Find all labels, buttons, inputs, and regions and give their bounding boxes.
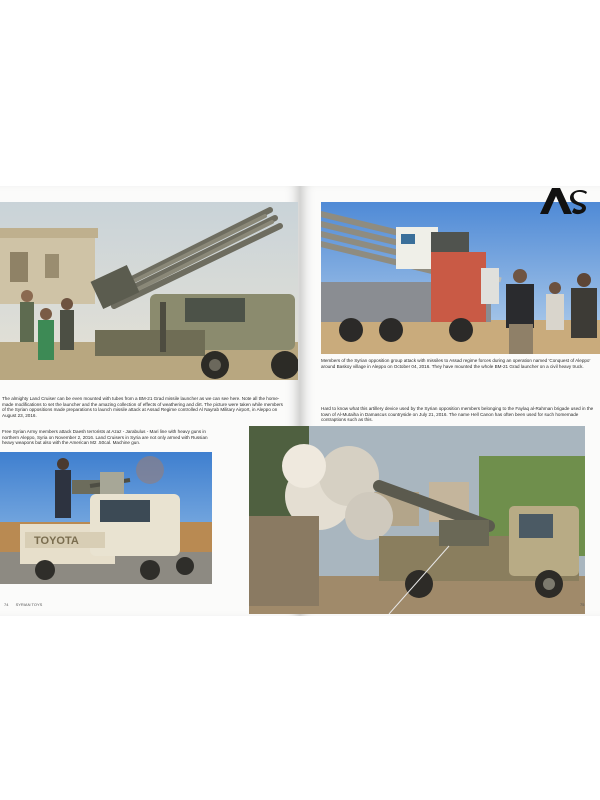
magazine-spread [0,186,600,616]
right-page-number: 75 [580,602,585,607]
photo-grad-civil-truck [321,202,600,354]
caption-hell-canon: Hard to know what this artillery device used by the Syrian opposition members belonging to the Faylaq al-Rahman brigade used in the town of Al-Mutaiha in Damascus countryside on July 21, 2016. The name Hell Canon has often been used for such homemade contraptions such as this. [321,406,594,423]
photo-toyota-machine-gun [0,452,212,584]
photo-grad-land-cruiser [0,202,298,380]
photo-hell-canon [249,426,585,614]
caption-grad-land-cruiser: The almighty Land Cruiser can be even mounted with tubes from a BM-21 Grad missile launcher as we can see here. Note all the home-made modifications to set the launcher and the amazing collection of effects of weathering and dirt. The picture were taken while members of the Syrian oppositions made preparations to launch missile attack at Assad Regime controlled Al Nayrab Military Airport, in Aleppo on August 23, 2016. [2,396,283,418]
left-page-number: 74 [4,602,9,607]
logo-s-mark [570,190,587,214]
caption-toyota-gun: Free Syrian Army members attack Daesh terrorists at Azaz - Jarabulus - Mari line with heavy guns in northern Aleppo, Syria on November 2, 2016. Land Cruisers in Syria are not only armed with Russian heavy weapons but also with the American M2 .50cal. Machine gun. [2,429,208,446]
publisher-logo [540,186,588,216]
right-folio [580,602,584,607]
logo-a-mark [540,188,572,214]
right-page [300,186,600,616]
left-folio [4,602,42,607]
caption-civil-truck: Members of the Syrian opposition group attack with missiles to Assad regime forces during an operation named 'Conquest of Aleppo' around Baskoy village in Aleppo on October 04, 2016. They have mounted the whole BM-21 Grad launcher on a civil heavy truck. [321,358,591,369]
toyota-tailgate-text: TOYOTA [34,535,79,547]
left-publication-name: SYRIAN TOYS [15,602,43,607]
